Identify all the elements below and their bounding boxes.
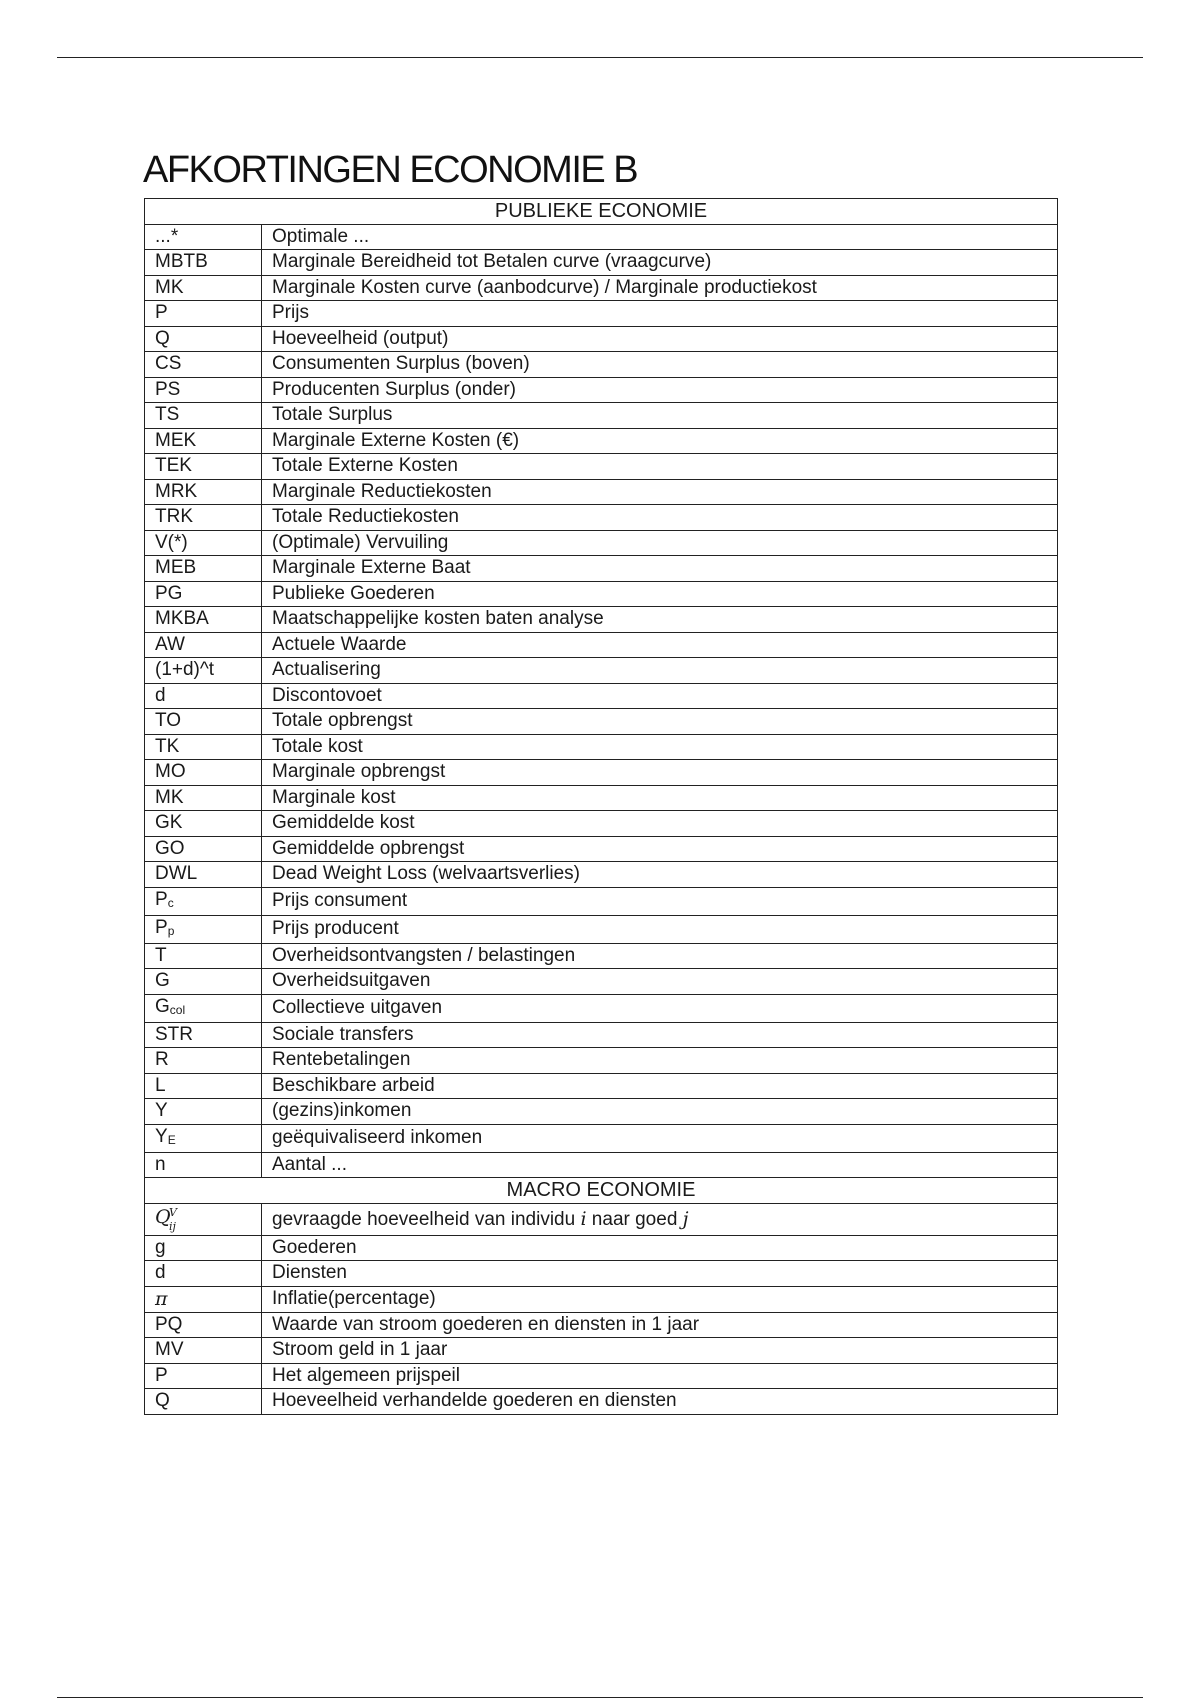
meaning-cell: Publieke Goederen <box>262 581 1058 607</box>
abbreviation: Y <box>155 1100 168 1122</box>
meaning-text-b: naar goed <box>586 1208 683 1230</box>
meaning-cell: Marginale kost <box>262 785 1058 811</box>
abbreviation-cell <box>145 836 262 862</box>
abbreviation: TRK <box>155 506 193 528</box>
abbreviation-cell <box>145 760 262 786</box>
table-row <box>145 683 1058 709</box>
q-symbol <box>155 1204 185 1233</box>
abbreviation: ...* <box>155 225 179 247</box>
meaning-cell: Gemiddelde opbrengst <box>262 836 1058 862</box>
abbreviation: d <box>155 684 166 706</box>
table-row <box>145 862 1058 888</box>
abbreviation: DWL <box>155 863 198 885</box>
meaning-cell: Totale Surplus <box>262 403 1058 429</box>
table-row <box>145 811 1058 837</box>
abbreviation-cell <box>145 1203 262 1235</box>
section-header-row <box>145 1178 1058 1204</box>
abbreviation-cell <box>145 709 262 735</box>
meaning-cell: Hoeveelheid verhandelde goederen en diensten <box>262 1389 1058 1415</box>
abbreviation: g <box>155 1236 166 1258</box>
abbreviation-cell <box>145 1235 262 1261</box>
abbreviation-cell <box>145 734 262 760</box>
table-row <box>145 785 1058 811</box>
abbreviation-cell <box>145 1389 262 1415</box>
abbreviation: MK <box>155 276 184 298</box>
table-row <box>145 454 1058 480</box>
table-row <box>145 887 1058 915</box>
abbreviation-cell <box>145 915 262 943</box>
meaning-cell: Inflatie(percentage) <box>262 1286 1058 1312</box>
abbreviation-cell <box>145 658 262 684</box>
header-rule <box>57 57 1143 58</box>
table-row <box>145 352 1058 378</box>
meaning-cell: Hoeveelheid (output) <box>262 326 1058 352</box>
table-row <box>145 479 1058 505</box>
meaning-cell: (gezins)inkomen <box>262 1099 1058 1125</box>
table-row <box>145 1389 1058 1415</box>
abbreviation-cell <box>145 326 262 352</box>
abbreviation-cell <box>145 352 262 378</box>
table-row <box>145 760 1058 786</box>
meaning-cell: geëquivaliseerd inkomen <box>262 1124 1058 1152</box>
section-heading: MACRO ECONOMIE <box>145 1178 1058 1204</box>
abbreviation: MEK <box>155 429 197 451</box>
meaning-cell: Marginale Reductiekosten <box>262 479 1058 505</box>
meaning-cell: Discontovoet <box>262 683 1058 709</box>
table-row <box>145 1312 1058 1338</box>
abbreviation: P <box>155 888 168 910</box>
meaning-cell: Marginale Bereidheid tot Betalen curve (vraagcurve) <box>262 250 1058 276</box>
meaning-cell <box>262 1203 1058 1235</box>
abbreviation-cell <box>145 1363 262 1389</box>
abbreviation: P <box>155 1364 168 1386</box>
abbreviation: TS <box>155 404 180 426</box>
abbreviation-cell <box>145 1048 262 1074</box>
q-base: Q <box>155 1205 171 1228</box>
meaning-cell: Actualisering <box>262 658 1058 684</box>
abbreviation-cell <box>145 454 262 480</box>
page-title: AFKORTINGEN ECONOMIE B <box>143 149 638 191</box>
meaning-text-a: gevraagde hoeveelheid van individu <box>272 1208 581 1230</box>
meaning-cell: Totale opbrengst <box>262 709 1058 735</box>
abbreviation-cell <box>145 1022 262 1048</box>
abbreviation-subscript: col <box>169 1002 186 1017</box>
meaning-cell: Overheidsuitgaven <box>262 969 1058 995</box>
abbreviation-cell <box>145 862 262 888</box>
abbreviation-cell <box>145 224 262 250</box>
table-row <box>145 836 1058 862</box>
abbreviation-cell <box>145 275 262 301</box>
q-superscript: V <box>169 1205 177 1219</box>
abbreviation-cell <box>145 505 262 531</box>
abbreviation: STR <box>155 1023 193 1045</box>
abbreviation-cell <box>145 969 262 995</box>
abbreviation: n <box>155 1153 166 1175</box>
table-row <box>145 994 1058 1022</box>
meaning-cell: Rentebetalingen <box>262 1048 1058 1074</box>
meaning-cell: Actuele Waarde <box>262 632 1058 658</box>
abbreviation-cell <box>145 943 262 969</box>
meaning-cell: Totale Externe Kosten <box>262 454 1058 480</box>
meaning-cell: Consumenten Surplus (boven) <box>262 352 1058 378</box>
meaning-cell: Prijs producent <box>262 915 1058 943</box>
abbreviation: PS <box>155 378 181 400</box>
abbreviation-cell <box>145 1124 262 1152</box>
table-row <box>145 224 1058 250</box>
table-row <box>145 428 1058 454</box>
meaning-cell: Producenten Surplus (onder) <box>262 377 1058 403</box>
abbreviation: GK <box>155 812 183 834</box>
meaning-cell: Marginale opbrengst <box>262 760 1058 786</box>
abbreviation: TO <box>155 710 182 732</box>
table-row <box>145 734 1058 760</box>
meaning-cell: Optimale ... <box>262 224 1058 250</box>
meaning-cell: Prijs consument <box>262 887 1058 915</box>
table-row <box>145 1286 1058 1312</box>
abbreviation: AW <box>155 633 185 655</box>
table-row <box>145 1363 1058 1389</box>
abbreviation-cell <box>145 1286 262 1312</box>
abbreviation: TK <box>155 735 180 757</box>
meaning-cell: Totale Reductiekosten <box>262 505 1058 531</box>
table-row <box>145 301 1058 327</box>
table-row <box>145 275 1058 301</box>
meaning-cell: Aantal ... <box>262 1152 1058 1178</box>
table-row <box>145 1022 1058 1048</box>
abbreviation-cell <box>145 1099 262 1125</box>
table-row <box>145 969 1058 995</box>
abbreviation-subscript: p <box>167 923 175 938</box>
section-header-row <box>145 199 1058 225</box>
abbreviation: π <box>155 1287 168 1310</box>
section-heading: PUBLIEKE ECONOMIE <box>145 199 1058 225</box>
abbreviation: MKBA <box>155 608 209 630</box>
abbreviation-cell <box>145 607 262 633</box>
abbreviation: R <box>155 1049 169 1071</box>
abbreviation-cell <box>145 811 262 837</box>
table-row <box>145 505 1058 531</box>
meaning-cell: Waarde van stroom goederen en diensten in 1 jaar <box>262 1312 1058 1338</box>
table-row <box>145 658 1058 684</box>
abbreviation: P <box>155 916 168 938</box>
table-row <box>145 1338 1058 1364</box>
var-i: i <box>580 1207 587 1230</box>
table-row <box>145 1124 1058 1152</box>
abbreviation-cell <box>145 785 262 811</box>
meaning-cell: Prijs <box>262 301 1058 327</box>
table-row <box>145 377 1058 403</box>
abbreviation-cell <box>145 632 262 658</box>
table-row <box>145 1048 1058 1074</box>
abbreviation: T <box>155 944 167 966</box>
meaning-cell: Marginale Externe Kosten (€) <box>262 428 1058 454</box>
abbreviation: Q <box>155 1390 170 1412</box>
table-row <box>145 530 1058 556</box>
abbreviation-cell <box>145 403 262 429</box>
meaning-cell: Beschikbare arbeid <box>262 1073 1058 1099</box>
abbreviation-cell <box>145 377 262 403</box>
meaning-cell: (Optimale) Vervuiling <box>262 530 1058 556</box>
abbreviation: Y <box>155 1125 168 1147</box>
abbreviation: MBTB <box>155 251 208 273</box>
table-row <box>145 556 1058 582</box>
abbreviation-cell <box>145 887 262 915</box>
abbreviation: (1+d)^t <box>155 659 215 681</box>
abbreviation: CS <box>155 353 182 375</box>
table-row <box>145 1203 1058 1235</box>
table-row <box>145 607 1058 633</box>
meaning-cell: Marginale Externe Baat <box>262 556 1058 582</box>
meaning-cell: Diensten <box>262 1261 1058 1287</box>
table-row <box>145 581 1058 607</box>
meaning-cell: Stroom geld in 1 jaar <box>262 1338 1058 1364</box>
abbreviation: MV <box>155 1339 184 1361</box>
table-row <box>145 326 1058 352</box>
abbreviation-cell <box>145 530 262 556</box>
abbreviation-cell <box>145 1338 262 1364</box>
table-row <box>145 1152 1058 1178</box>
footer-rule <box>57 1697 1143 1698</box>
abbreviation: MRK <box>155 480 198 502</box>
abbreviation-subscript: E <box>167 1132 176 1147</box>
abbreviation-cell <box>145 479 262 505</box>
table-row <box>145 1073 1058 1099</box>
meaning-cell: Marginale Kosten curve (aanbodcurve) / Marginale productiekost <box>262 275 1058 301</box>
meaning-cell: Dead Weight Loss (welvaartsverlies) <box>262 862 1058 888</box>
table-row <box>145 250 1058 276</box>
abbreviation: MK <box>155 786 184 808</box>
abbreviation: PG <box>155 582 183 604</box>
abbreviation-cell <box>145 428 262 454</box>
meaning-cell: Goederen <box>262 1235 1058 1261</box>
table-row <box>145 943 1058 969</box>
meaning-cell: Gemiddelde kost <box>262 811 1058 837</box>
abbreviation: Q <box>155 327 170 349</box>
meaning-cell: Maatschappelijke kosten baten analyse <box>262 607 1058 633</box>
meaning-cell: Totale kost <box>262 734 1058 760</box>
var-j: j <box>682 1207 689 1230</box>
abbreviation: L <box>155 1074 166 1096</box>
abbreviation: MEB <box>155 557 197 579</box>
meaning-cell: Sociale transfers <box>262 1022 1058 1048</box>
abbreviation: G <box>155 995 170 1017</box>
abbreviation: MO <box>155 761 186 783</box>
abbreviation: PQ <box>155 1313 183 1335</box>
table-row <box>145 1099 1058 1125</box>
abbreviation: V(*) <box>155 531 188 553</box>
table-row <box>145 403 1058 429</box>
table-row <box>145 632 1058 658</box>
abbreviation: P <box>155 302 168 324</box>
abbreviation-cell <box>145 1261 262 1287</box>
abbreviation: G <box>155 970 170 992</box>
abbreviation: GO <box>155 837 185 859</box>
meaning-cell: Collectieve uitgaven <box>262 994 1058 1022</box>
abbreviation-cell <box>145 1312 262 1338</box>
abbreviation-cell <box>145 301 262 327</box>
abbreviation-subscript: c <box>167 895 174 910</box>
table-row <box>145 1235 1058 1261</box>
abbreviation: d <box>155 1262 166 1284</box>
table-row <box>145 709 1058 735</box>
q-subscript: ij <box>169 1219 176 1233</box>
table-row <box>145 1261 1058 1287</box>
abbreviation-cell <box>145 581 262 607</box>
meaning-cell: Overheidsontvangsten / belastingen <box>262 943 1058 969</box>
abbreviations-table <box>144 198 1058 1415</box>
abbreviation-cell <box>145 250 262 276</box>
abbreviation-cell <box>145 683 262 709</box>
abbreviation: TEK <box>155 455 192 477</box>
abbreviation-cell <box>145 556 262 582</box>
table-row <box>145 915 1058 943</box>
abbreviation-cell <box>145 1152 262 1178</box>
abbreviation-cell <box>145 994 262 1022</box>
abbreviation-cell <box>145 1073 262 1099</box>
meaning-cell: Het algemeen prijspeil <box>262 1363 1058 1389</box>
